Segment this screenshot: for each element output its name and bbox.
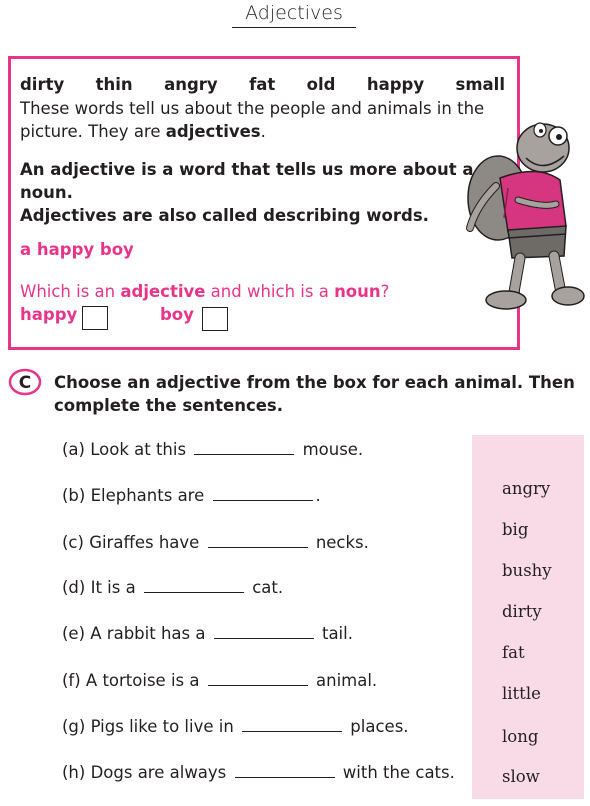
badge-letter: C [18,373,32,393]
answer-blank[interactable] [208,532,308,548]
word-option: fat [502,643,525,662]
sentence-text: mouse. [302,440,364,459]
sentence-text: (h) Dogs are always [62,763,227,782]
question-adjective: adjective [120,282,206,301]
word-option: big [502,520,529,539]
section-c-badge-icon [8,368,42,396]
sentence-text: (a) Look at this [62,440,187,459]
answer-blank[interactable] [213,485,313,501]
sentence-text: (b) Elephants are [62,486,205,505]
sentence-text: (c) Giraffes have [62,533,200,552]
question-noun: noun [334,282,381,301]
sentence-text: (e) A rabbit has a [62,624,206,643]
sentence-d [62,577,283,597]
answer-blank[interactable] [242,716,342,732]
word-item: dirty [20,75,65,94]
answer-blank[interactable] [214,623,314,639]
word-item: small [455,75,505,94]
word-item: old [306,75,336,94]
word-item: thin [95,75,133,94]
title-underline [232,27,356,28]
word-option: long [502,727,539,746]
tortoise-character-icon [448,108,586,318]
question-part: and which is a [205,282,335,301]
sentence-g [62,716,409,736]
word-option: dirty [502,602,542,621]
word-option: slow [502,767,540,786]
sentence-f [62,670,377,690]
sentence-h [62,762,455,782]
word-item: fat [249,75,276,94]
definition-block [20,158,490,227]
word-item: happy [366,75,425,94]
sentence-text: cat. [252,578,284,597]
sentence-text: . [315,486,321,505]
intro-bold-term: adjectives [165,122,261,141]
sentence-e [62,623,353,643]
question-text [20,282,389,301]
answer-blank[interactable] [144,577,244,593]
sentence-text: (g) Pigs like to live in [62,717,234,736]
intro-text: These words tell us about the people and animals in the picture. They are [20,99,485,141]
word-option: angry [502,479,551,498]
sentence-b [62,485,321,505]
sentence-text: animal. [316,671,378,690]
question-part: ? [380,282,390,301]
sentence-text: tail. [321,624,353,643]
sentence-c [62,532,369,552]
answer-blank[interactable] [208,670,308,686]
sentence-a [62,439,363,459]
label-boy: boy [160,305,194,324]
answer-blank[interactable] [235,762,335,778]
answer-blank[interactable] [194,439,294,455]
intro-text-end: . [260,122,266,141]
label-happy: happy [20,305,78,324]
word-option: little [502,684,541,703]
answer-box-happy[interactable] [82,306,108,330]
exercise-instruction: Choose an adjective from the box for each animal. Then complete the sentences. [54,373,575,415]
answer-box-boy[interactable] [202,307,228,331]
page-title: Adjectives [245,2,343,24]
sentence-text: (d) It is a [62,578,136,597]
sentence-text: with the cats. [342,763,455,782]
word-option: bushy [502,561,552,580]
question-part: Which is an [20,282,121,301]
sentence-text: (f) A tortoise is a [62,671,200,690]
definition-text-2: Adjectives are also called describing words. [20,206,429,225]
definition-text: An adjective is a word that tells us more about a noun. [20,160,474,202]
adjective-word-row [20,75,505,94]
intro-paragraph [20,97,500,143]
example-phrase: a happy boy [20,240,134,259]
sentence-text: necks. [315,533,369,552]
sentence-text: places. [350,717,409,736]
word-item: angry [164,75,218,94]
